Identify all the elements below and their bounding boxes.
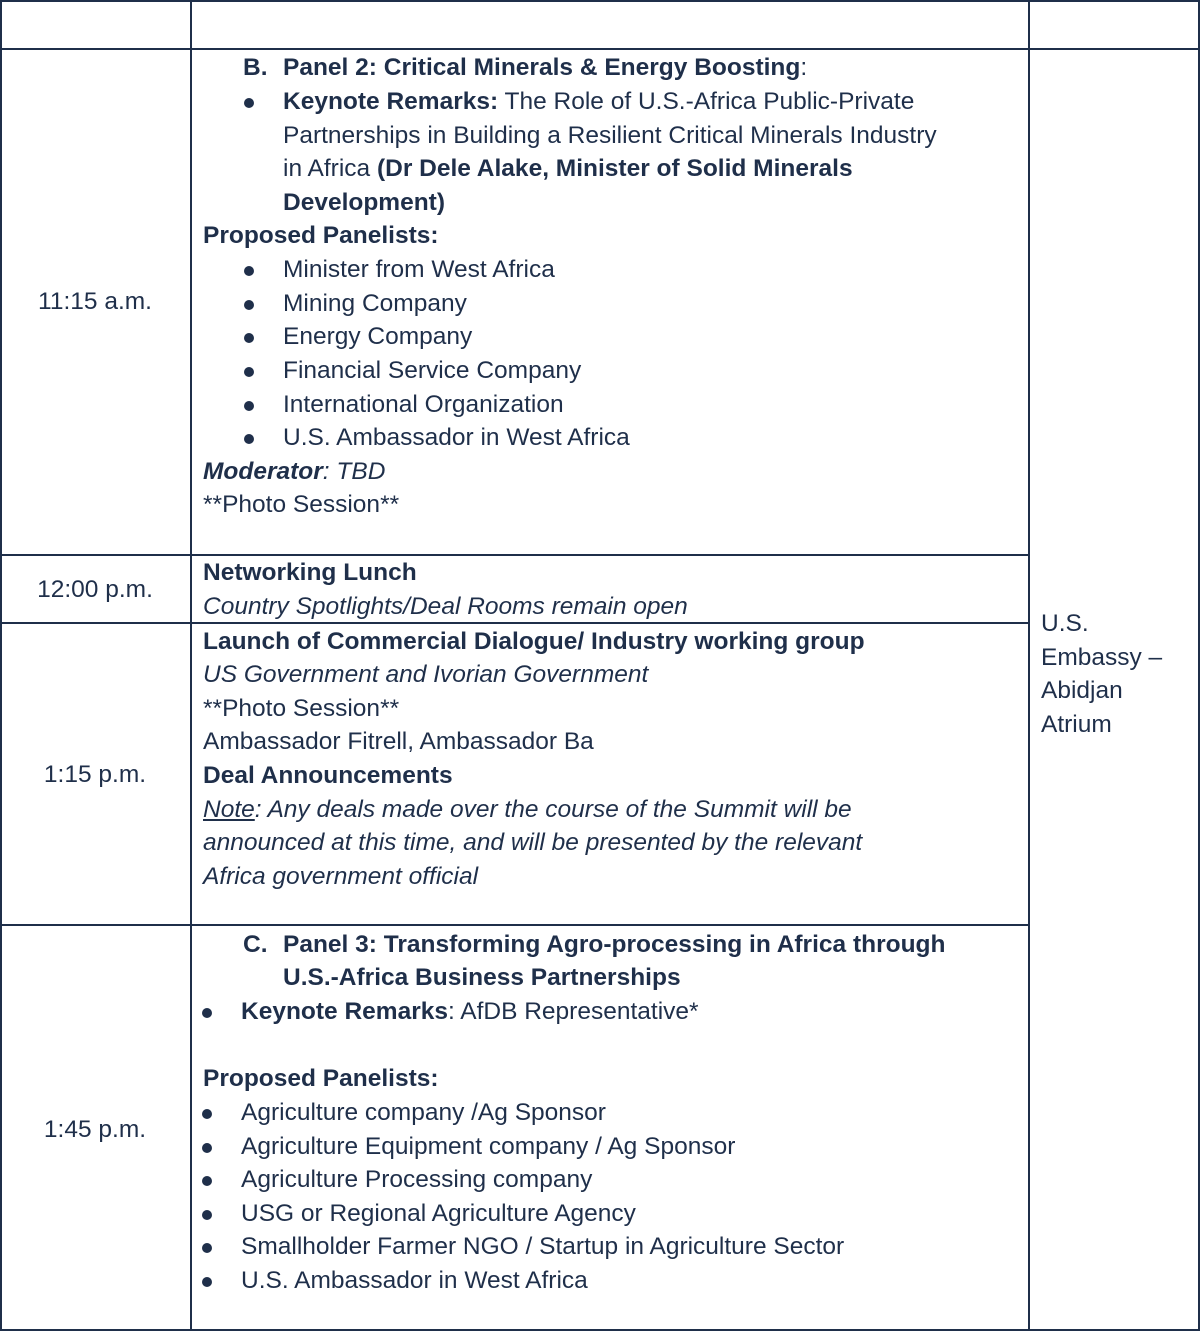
deals-title: Deal Announcements	[203, 762, 453, 789]
keynote-speaker: (Dr Dele Alake, Minister of Solid Minerals	[376, 155, 853, 182]
bullet-icon	[202, 1008, 212, 1018]
bullet-icon	[244, 434, 254, 444]
row-divider-launch	[0, 924, 1030, 926]
table-border-top	[0, 0, 1200, 2]
note-line-2: announced at this time, and will be presented by the relevant	[203, 829, 863, 856]
column-divider-2	[1028, 0, 1030, 1331]
lunch-subtitle: Country Spotlights/Deal Rooms remain open	[203, 593, 688, 620]
panelists-label: Proposed Panelists:	[203, 1065, 439, 1092]
photo-session: **Photo Session**	[203, 695, 400, 722]
bullet-icon	[202, 1210, 212, 1220]
panelist-item: U.S. Ambassador in West Africa	[241, 1267, 588, 1294]
bullet-icon	[244, 300, 254, 310]
time-cell: 1:15 p.m.	[43, 761, 147, 788]
moderator-line	[203, 455, 385, 489]
section-letter: C.	[243, 931, 268, 958]
launch-subtitle: US Government and Ivorian Government	[203, 661, 649, 688]
panelist-item: Smallholder Farmer NGO / Startup in Agriculture Sector	[241, 1233, 845, 1260]
bullet-icon	[244, 401, 254, 411]
section-heading-text: Panel 2: Critical Minerals & Energy Boosting	[283, 54, 801, 81]
bullet-icon	[202, 1176, 212, 1186]
keynote-text: The Role of U.S.-Africa Public-Private	[498, 88, 915, 115]
panelist-item: Mining Company	[283, 290, 467, 317]
bullet-icon	[202, 1143, 212, 1153]
photo-session: **Photo Session**	[203, 491, 400, 518]
column-divider-1	[190, 0, 192, 1331]
bullet-icon	[244, 98, 254, 108]
bullet-icon	[244, 333, 254, 343]
time-cell: 1:45 p.m.	[43, 1116, 147, 1143]
time-cell: 12:00 p.m.	[37, 576, 153, 603]
keynote-line-2: Partnerships in Building a Resilient Critical Minerals Industry	[283, 122, 937, 149]
note-line-1	[203, 793, 852, 827]
row-divider-panel2	[0, 554, 1030, 556]
bullet-icon	[202, 1109, 212, 1119]
bullet-icon	[202, 1277, 212, 1287]
ambassadors-line: Ambassador Fitrell, Ambassador Ba	[203, 728, 594, 755]
panelist-item: Agriculture Equipment company / Ag Sponsor	[241, 1133, 736, 1160]
panelist-item: International Organization	[283, 391, 564, 418]
keynote-line-3	[283, 152, 853, 186]
bullet-icon	[202, 1243, 212, 1253]
location-line-1: U.S.	[1041, 610, 1089, 637]
note-line-3: Africa government official	[203, 863, 479, 890]
launch-title: Launch of Commercial Dialogue/ Industry working group	[203, 628, 865, 655]
note-label: Note	[203, 796, 255, 823]
panelists-label: Proposed Panelists:	[203, 222, 439, 249]
keynote-line	[241, 995, 699, 1029]
panelist-item: Agriculture company /Ag Sponsor	[241, 1099, 606, 1126]
panelist-item: Energy Company	[283, 323, 473, 350]
location-line-3: Abidjan	[1041, 677, 1123, 704]
panelist-item: Agriculture Processing company	[241, 1166, 593, 1193]
section-letter: B.	[243, 54, 268, 81]
section-heading-line-2: U.S.-Africa Business Partnerships	[283, 964, 681, 991]
panelist-item: U.S. Ambassador in West Africa	[283, 424, 630, 451]
keynote-label: Keynote Remarks:	[283, 88, 499, 115]
moderator-label: Moderator	[203, 458, 323, 485]
moderator-value: : TBD	[322, 458, 386, 485]
section-heading	[283, 51, 807, 85]
keynote-text-end: in Africa	[283, 155, 377, 182]
lunch-title: Networking Lunch	[203, 559, 417, 586]
row-divider-header	[0, 48, 1200, 50]
panelist-item: Financial Service Company	[283, 357, 582, 384]
location-line-4: Atrium	[1041, 711, 1112, 738]
location-line-2: Embassy –	[1041, 644, 1163, 671]
note-text: : Any deals made over the course of the Summit will be	[254, 796, 852, 823]
keynote-value: : AfDB Representative*	[447, 998, 699, 1025]
section-heading-line-1: Panel 3: Transforming Agro-processing in Africa through	[283, 931, 946, 958]
bullet-icon	[244, 266, 254, 276]
keynote-speaker-line-2: Development)	[283, 189, 446, 216]
section-heading-colon: :	[800, 54, 808, 81]
keynote-label: Keynote Remarks	[241, 998, 448, 1025]
time-cell: 11:15 a.m.	[38, 288, 152, 315]
panelist-item: USG or Regional Agriculture Agency	[241, 1200, 636, 1227]
keynote-line-1	[283, 85, 914, 119]
panelist-item: Minister from West Africa	[283, 256, 555, 283]
bullet-icon	[244, 367, 254, 377]
